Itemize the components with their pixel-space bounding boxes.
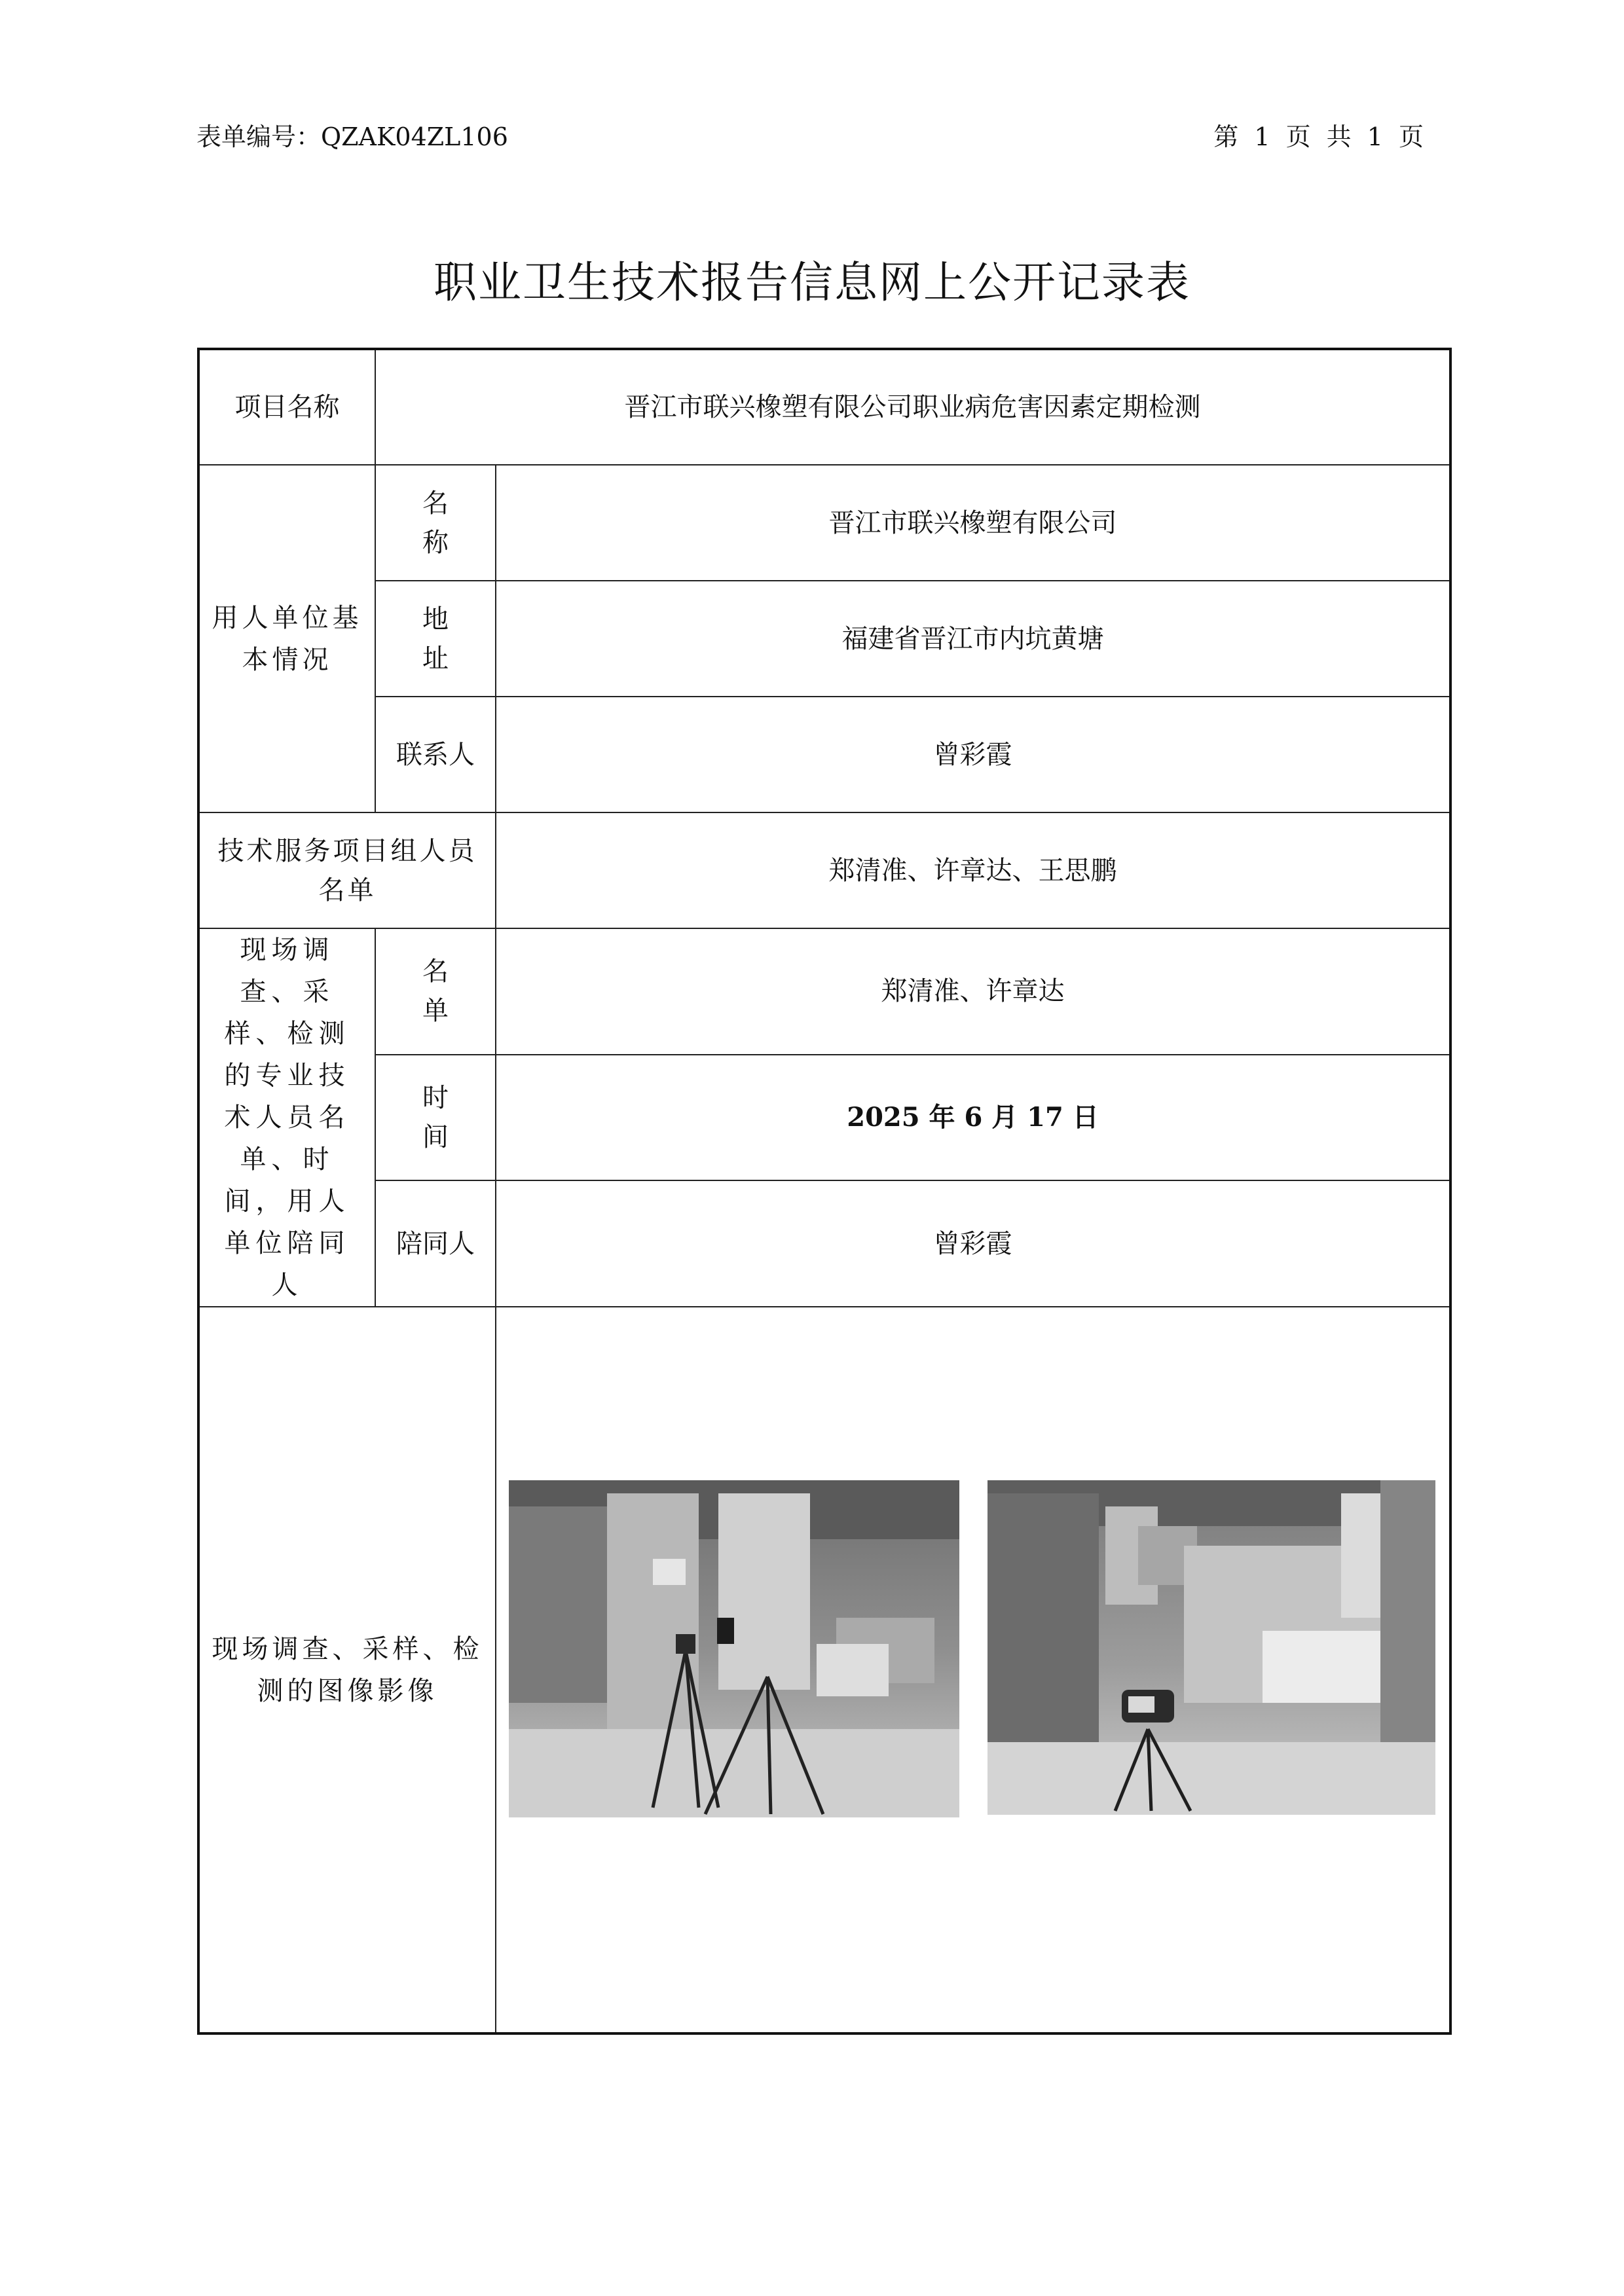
images-label-text: 现场调查、采样、检测的图像影像 [212, 1633, 483, 1706]
row-escort [198, 1180, 1450, 1307]
row-images [198, 1307, 1450, 2033]
employer-info-text: 用人单位基本情况 [212, 602, 363, 675]
page-indicator: 第 1 页 共 1 页 [1213, 122, 1428, 151]
record-table [197, 348, 1452, 2035]
name-label: 名称 [375, 465, 496, 581]
row-address [198, 581, 1450, 697]
site-photo-1-image [509, 1480, 959, 1817]
time-label: 时间 [375, 1055, 496, 1181]
employer-info-label [198, 465, 375, 812]
time-value: 2025 年 6 月 17 日 [496, 1055, 1450, 1181]
site-photo-2-image [987, 1480, 1435, 1815]
project-name-label: 项目名称 [198, 349, 375, 465]
team-value: 郑清准、许章达、王思鹏 [496, 812, 1450, 928]
document-title: 职业卫生技术报告信息网上公开记录表 [434, 257, 1190, 308]
name-value: 晋江市联兴橡塑有限公司 [496, 465, 1450, 581]
images-cell [496, 1307, 1450, 2033]
row-list [198, 928, 1450, 1055]
list-value: 郑清准、许章达 [496, 928, 1450, 1055]
project-name-value: 晋江市联兴橡塑有限公司职业病危害因素定期检测 [375, 349, 1450, 465]
team-label-text: 技术服务项目组人员名单 [217, 835, 477, 905]
team-label [198, 812, 496, 928]
site-photo-2 [987, 1480, 1435, 1815]
address-value: 福建省晋江市内坑黄塘 [496, 581, 1450, 697]
escort-value: 曾彩霞 [496, 1180, 1450, 1307]
images-label [198, 1307, 496, 2033]
address-label: 地址 [375, 581, 496, 697]
row-contact [198, 697, 1450, 812]
row-team [198, 812, 1450, 928]
row-employer-name [198, 465, 1450, 581]
site-photo-1 [509, 1480, 959, 1817]
list-label: 名单 [375, 928, 496, 1055]
photo-area [496, 1308, 1449, 2032]
survey-info-text: 现场调查、采样、检测的专业技术人员名单、时间，用人单位陪同人 [224, 935, 350, 1300]
row-project-name [198, 349, 1450, 465]
row-time [198, 1055, 1450, 1181]
contact-label: 联系人 [375, 697, 496, 812]
contact-value: 曾彩霞 [496, 697, 1450, 812]
form-number: 表单编号：QZAK04ZL106 [196, 122, 508, 151]
escort-label: 陪同人 [375, 1180, 496, 1307]
survey-info-label [198, 928, 375, 1307]
